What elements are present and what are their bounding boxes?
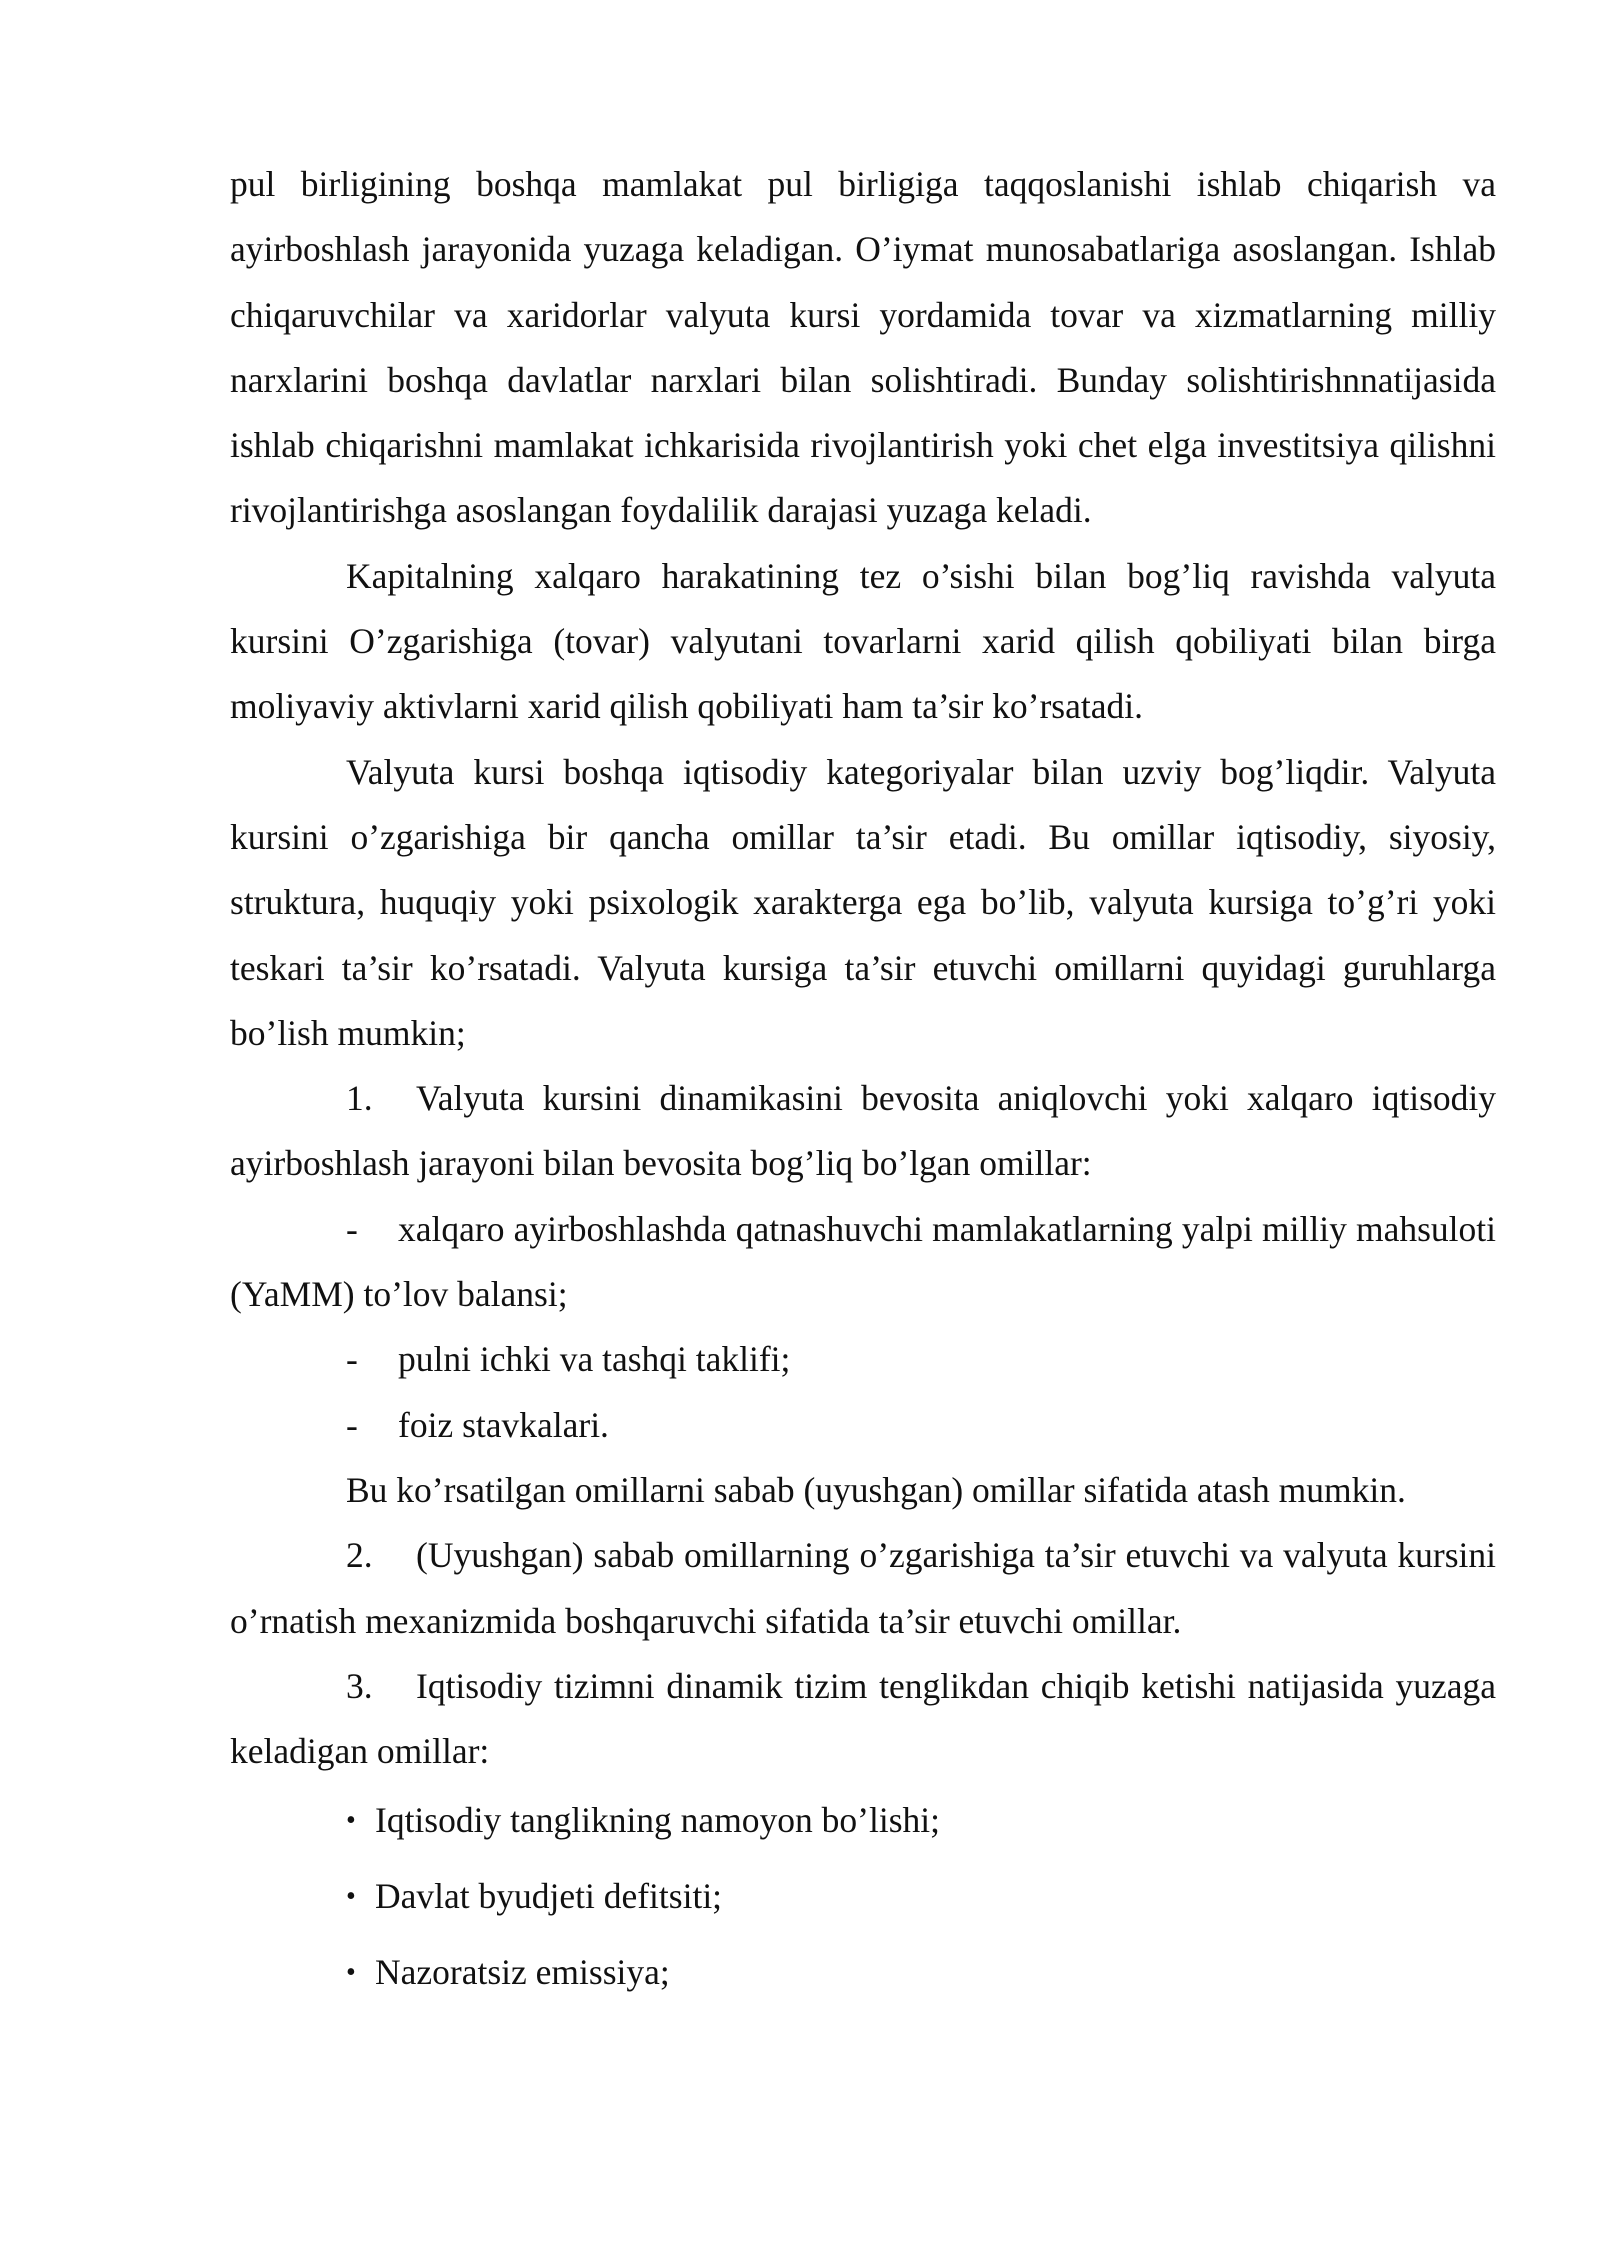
paragraph-capital-movement: Kapitalning xalqaro harakatining tez o’sishi bilan bog’liq ravishda valyuta kursini O’zgarishiga (tovar) valyutani tovarlarni xarid qilish qobiliyati bilan birga moliyaviy aktivlarni xarid qilish qobiliyati ham ta’sir ko’rsatadi.	[230, 555, 1496, 727]
bullet-item-budget-deficit	[230, 1864, 1496, 1929]
dash-item-money-supply	[230, 1327, 1496, 1392]
numbered-item-1	[230, 1066, 1496, 1197]
numbered-item-2	[230, 1523, 1496, 1654]
dash-item-text: foiz stavkalari.	[398, 1404, 609, 1445]
numbered-item-3	[230, 1654, 1496, 1785]
numbered-item-text: Valyuta kursini dinamikasini bevosita aniqlovchi yoki xalqaro iqtisodiy ayirboshlash jarayoni bilan bevosita bog’liq bo’lgan omillar:	[230, 1078, 1496, 1184]
document-page	[230, 152, 1496, 2005]
dash-marker: -	[346, 1404, 358, 1445]
bullet-item-text: Davlat byudjeti defitsiti;	[375, 1876, 723, 1917]
bullet-item-economic-tension	[230, 1788, 1496, 1853]
dash-item-interest-rates	[230, 1393, 1496, 1458]
numbered-item-text: (Uyushgan) sabab omillarning o’zgarishiga ta’sir etuvchi va valyuta kursini o’rnatish mexanizmida boshqaruvchi sifatida ta’sir etuvchi omillar.	[230, 1535, 1496, 1641]
bullet-marker: •	[346, 1881, 356, 1913]
paragraph-factor-groups: Valyuta kursi boshqa iqtisodiy kategoriyalar bilan uzviy bog’liqdir. Valyuta kursini o’zgarishiga bir qancha omillar ta’sir etadi. Bu omillar iqtisodiy, siyosiy, struktura, huquqiy yoki psixologik xarakterga ega bo’lib, valyuta kursiga to’g’ri yoki teskari ta’sir ko’rsatadi. Valyuta kursiga ta’sir etuvchi omillarni quyidagi guruhlarga bo’lish mumkin;	[230, 751, 1496, 1053]
bullet-marker: •	[346, 1805, 356, 1837]
dash-item-text: xalqaro ayirboshlashda qatnashuvchi mamlakatlarning yalpi milliy mahsuloti (YaMM) to’lov balansi;	[230, 1208, 1496, 1315]
list-number: 3.	[346, 1665, 373, 1706]
bullet-item-text: Iqtisodiy tanglikning namoyon bo’lishi;	[375, 1800, 941, 1841]
summary-sentence: Bu ko’rsatilgan omillarni sabab (uyushgan) omillar sifatida atash mumkin.	[346, 1469, 1406, 1510]
bullet-list	[230, 1788, 1496, 2005]
dash-marker: -	[346, 1208, 358, 1249]
list-number: 1.	[346, 1078, 373, 1119]
bullet-item-uncontrolled-emission	[230, 1940, 1496, 2005]
paragraph-exchange-rate-comparison: pul birligining boshqa mamlakat pul birligiga taqqoslanishi ishlab chiqarish va ayirboshlash jarayonida yuzaga keladigan. O’iymat munosabatlariga asoslangan. Ishlab chiqaruvchilar va xaridorlar valyuta kursi yordamida tovar va xizmatlarning milliy narxlarini boshqa davlatlar narxlari bilan solishtiradi. Bunday solishtirishnnatijasida ishlab chiqarishni mamlakat ichkarisida rivojlantirish yoki chet elga investitsiya qilishni rivojlantirishga asoslangan foydalilik darajasi yuzaga keladi.	[230, 164, 1496, 531]
dash-item-gdp	[230, 1197, 1496, 1328]
numbered-item-text: Iqtisodiy tizimni dinamik tizim tenglikdan chiqib ketishi natijasida yuzaga keladigan omillar:	[230, 1665, 1496, 1772]
dash-marker: -	[346, 1339, 358, 1380]
list-number: 2.	[346, 1535, 373, 1576]
bullet-marker: •	[346, 1957, 356, 1989]
dash-item-text: pulni ichki va tashqi taklifi;	[398, 1339, 791, 1380]
bullet-item-text: Nazoratsiz emissiya;	[375, 1952, 670, 1993]
